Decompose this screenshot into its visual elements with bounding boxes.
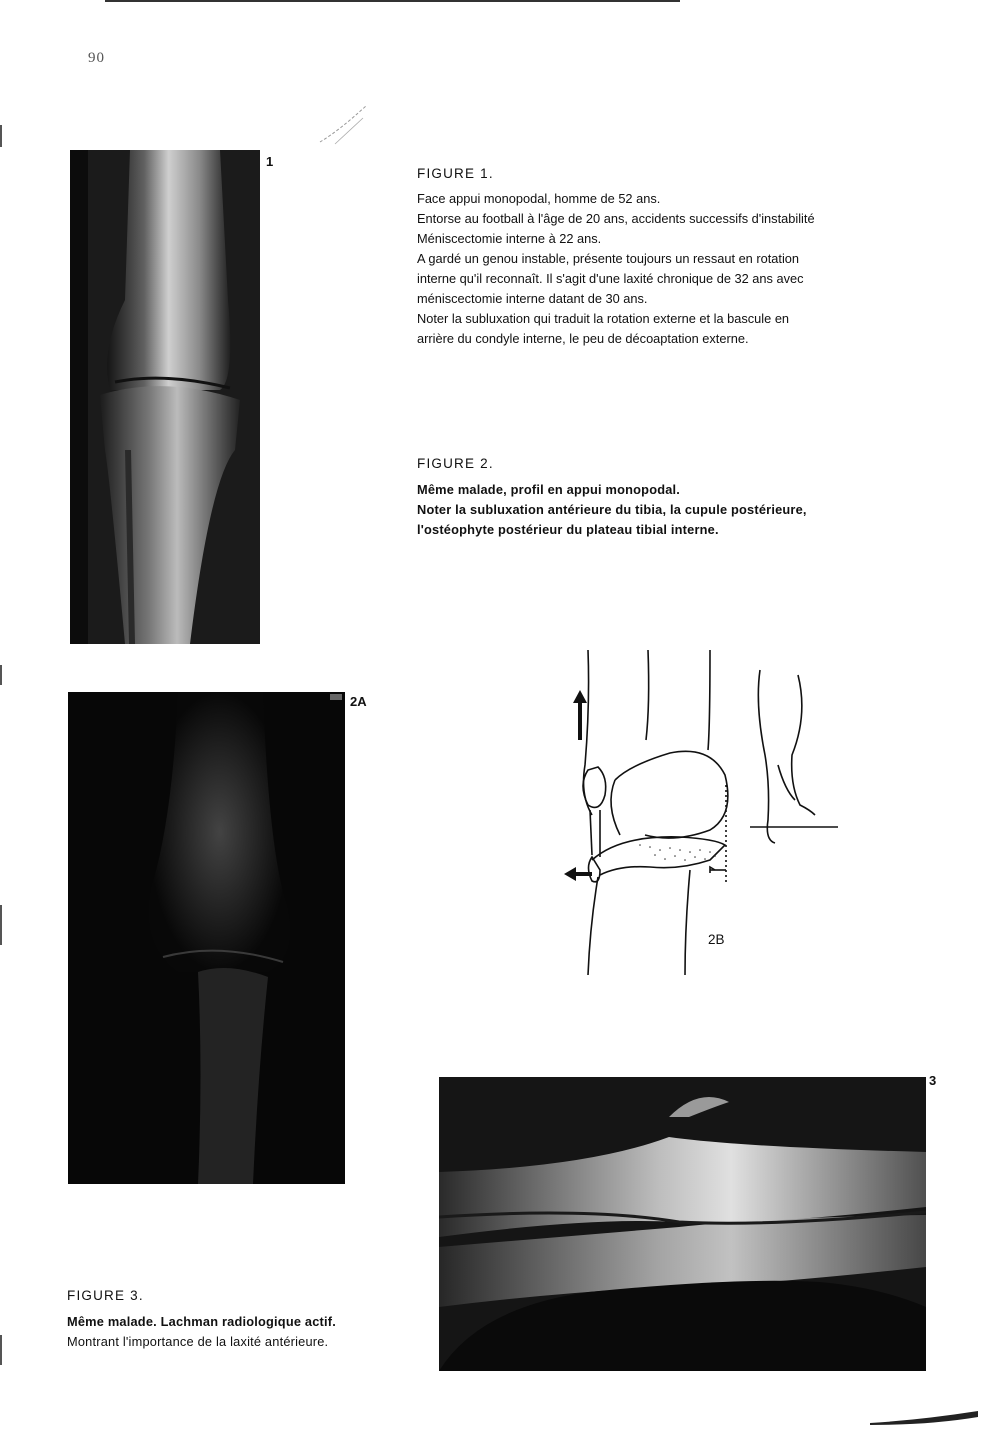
figure1-line: Entorse au football à l'âge de 20 ans, accidents successifs d'instabilité: [417, 211, 815, 226]
figure1-title: FIGURE 1.: [417, 166, 494, 181]
margin-mark: [0, 1335, 2, 1365]
figure2-caption: [417, 456, 897, 540]
figure3-label: 3: [929, 1073, 937, 1088]
figure2a-label: 2A: [350, 694, 367, 709]
figure2-line: Même malade, profil en appui monopodal.: [417, 482, 681, 497]
top-rule: [105, 0, 680, 2]
figure2-line: l'ostéophyte postérieur du plateau tibial interne.: [417, 522, 719, 537]
margin-mark: [0, 125, 2, 147]
page-number: 90: [88, 50, 105, 66]
figure2a-radiograph: [68, 692, 345, 1184]
figure1-caption: [417, 166, 897, 349]
figure3-title: FIGURE 3.: [67, 1288, 144, 1303]
margin-mark: [0, 665, 2, 685]
figure3-line: Montrant l'importance de la laxité antérieure.: [67, 1334, 329, 1349]
figure1-line: A gardé un genou instable, présente toujours un ressaut en rotation: [417, 251, 800, 266]
figure1-line: méniscectomie interne datant de 30 ans.: [417, 291, 648, 306]
corner-mark: [870, 1405, 980, 1430]
figure2-line: Noter la subluxation antérieure du tibia, la cupule postérieure,: [417, 502, 807, 517]
figure3-radiograph: [439, 1077, 926, 1371]
pencil-mark: [315, 100, 375, 150]
figure1-radiograph: [70, 150, 260, 644]
figure2-title: FIGURE 2.: [417, 456, 494, 471]
figure1-line: Méniscectomie interne à 22 ans.: [417, 231, 602, 246]
figure1-line: Noter la subluxation qui traduit la rotation externe et la bascule en: [417, 311, 790, 326]
margin-mark: [0, 905, 2, 945]
figure3-line: Même malade. Lachman radiologique actif.: [67, 1314, 336, 1329]
figure1-line: interne qu'il reconnaît. Il s'agit d'une laxité chronique de 32 ans avec: [417, 271, 804, 286]
figure1-label: 1: [266, 154, 274, 169]
figure1-line: arrière du condyle interne, le peu de décoaptation externe.: [417, 331, 749, 346]
figure2b-label: 2B: [708, 932, 725, 947]
figure2b-diagram: [560, 645, 845, 980]
figure3-caption: [67, 1288, 407, 1352]
figure1-line: Face appui monopodal, homme de 52 ans.: [417, 191, 661, 206]
